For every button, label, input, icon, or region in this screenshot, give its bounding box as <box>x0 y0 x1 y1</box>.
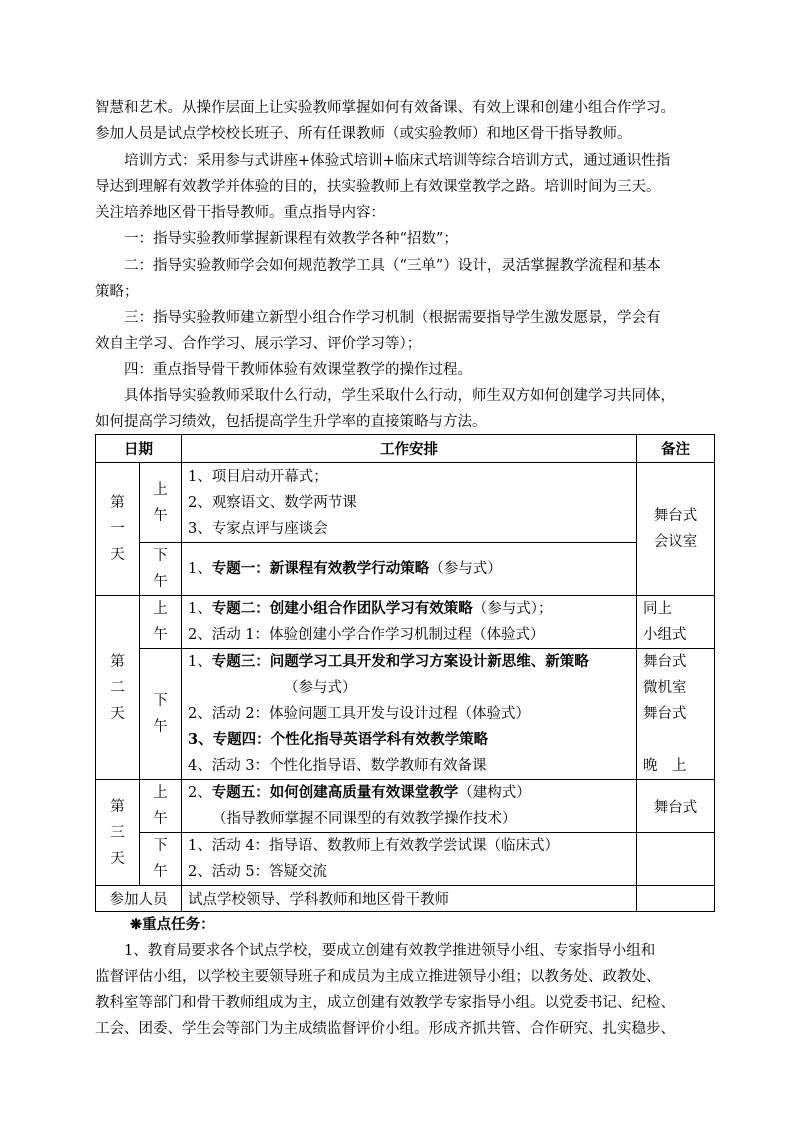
item-prefix: 3、 <box>188 731 213 748</box>
half-char: 下 <box>153 838 168 854</box>
day-char: 第 <box>110 653 125 670</box>
table-row <box>96 833 715 886</box>
half-char: 下 <box>153 693 168 709</box>
day-char: 天 <box>110 547 125 563</box>
day-char: 二 <box>110 679 125 696</box>
half-char: 下 <box>153 548 168 564</box>
topic-title: 专题三：问题学习工具开发和学习方案设计新思维、新策略 <box>211 653 589 670</box>
work-item: 2、观察语文、数学两节课 <box>188 494 357 511</box>
work-item: 2、活动 2：体验问题工具开发与设计过程（体验式） <box>188 706 531 722</box>
day1-am-cell <box>140 463 182 543</box>
item-prefix: 1、 <box>188 561 212 577</box>
day2-am-cell <box>140 596 182 649</box>
intro-line: 效自主学习、合作学习、展示学习、评价学习等）； <box>95 336 422 352</box>
day2-am-work <box>182 596 637 649</box>
day-char: 第 <box>110 798 125 815</box>
intro-line: 培训方式：采用参与式讲座+体验式培训+临床式培训等综合培训方式，通过通识性指 <box>124 153 671 169</box>
day2-pm-cell <box>140 649 182 780</box>
day2-cell <box>96 596 140 780</box>
day-char: 第 <box>110 495 125 511</box>
day-char: 天 <box>110 705 125 722</box>
day-char: 一 <box>110 521 125 537</box>
intro-line: 关注培养地区骨干指导教师。重点指导内容： <box>95 205 385 221</box>
work-item: 2、活动 1：体验创建小学合作学习机制过程（体验式） <box>188 627 545 643</box>
note-line: 小组式 <box>643 627 687 643</box>
key-tasks-line: 监督评估小组，以学校主要领导班子和成员为主成立推进领导小组；以教务处、政教处、 <box>95 969 661 985</box>
note-line: 舞台式 <box>643 654 687 670</box>
key-tasks-line: 工会、团委、学生会等部门为主成绩监督评价小组。形成齐抓共管、合作研究、扎实稳步、 <box>95 1021 675 1037</box>
half-char: 上 <box>153 785 168 801</box>
participants-note <box>637 886 715 912</box>
participants-value: 试点学校领导、学科教师和地区骨干教师 <box>182 886 637 912</box>
intro-line: 一：指导实验教师掌握新课程有效教学各种“招数”； <box>124 231 458 247</box>
note-line: 会议室 <box>653 534 698 550</box>
work-item <box>188 556 636 582</box>
half-char: 午 <box>153 574 168 590</box>
topic-title: 专题二：创建小组合作团队学习有效策略 <box>211 600 473 617</box>
day3-am-cell <box>140 780 182 833</box>
work-item <box>188 596 636 622</box>
work-item <box>188 727 636 753</box>
work-item: 1、活动 4：指导语、数教师上有效教学尝试课（临床式） <box>188 838 560 854</box>
item-prefix: 1、 <box>188 654 212 670</box>
intro-line: 三：指导实验教师建立新型小组合作学习机制（根据需要指导学生激发愿景，学会有 <box>124 310 661 326</box>
key-tasks-line: 教科室等部门和骨干教师组成为主，成立创建有效教学专家指导小组。以党委书记、纪检、 <box>95 995 675 1011</box>
day1-pm-work <box>182 543 637 596</box>
day2-pm-work <box>182 649 637 780</box>
work-item-continuation: （参与式） <box>284 680 357 696</box>
half-char: 午 <box>153 864 168 880</box>
table-row <box>96 596 715 649</box>
header-work: 工作安排 <box>182 435 637 463</box>
note-line: 晚 上 <box>643 758 687 774</box>
intro-line: 如何提高学习绩效，包括提高学生升学率的直接策略与方法。 <box>95 414 487 430</box>
half-char: 上 <box>153 481 168 498</box>
note-line: 同上 <box>643 601 672 617</box>
work-item: 2、活动 5：答疑交流 <box>188 864 328 880</box>
key-tasks-heading: ❋重点任务： <box>130 916 215 933</box>
half-char: 午 <box>153 811 168 827</box>
work-item: 1、项目启动开幕式； <box>188 468 328 485</box>
day1-note <box>637 463 715 596</box>
table-header-row <box>96 435 715 463</box>
day1-am-work <box>182 463 637 543</box>
intro-line: 导达到理解有效教学并体验的目的，扶实验教师上有效课堂教学之路。培训时间为三天。 <box>95 179 661 195</box>
half-char: 午 <box>153 627 168 643</box>
half-char: 午 <box>153 719 168 735</box>
note-line <box>637 727 714 753</box>
intro-line: 策略； <box>95 284 139 300</box>
day-char: 三 <box>110 824 125 841</box>
table-row <box>96 463 715 543</box>
day-char: 天 <box>110 850 125 867</box>
day3-am-work <box>182 780 637 833</box>
item-prefix: 1、 <box>188 601 212 617</box>
schedule-table <box>95 434 715 912</box>
half-char: 午 <box>153 507 168 524</box>
work-item <box>188 780 636 806</box>
work-item <box>188 649 636 675</box>
item-suffix: （建构式） <box>458 785 531 801</box>
day2-am-note <box>637 596 715 649</box>
table-row <box>96 780 715 833</box>
table-row <box>96 886 715 912</box>
header-note: 备注 <box>637 435 715 463</box>
item-prefix: 2、 <box>188 785 212 801</box>
topic-title: 专题一：新课程有效教学行动策略 <box>211 560 430 577</box>
table-row <box>96 649 715 780</box>
intro-line: 具体指导实验教师采取什么行动，学生采取什么行动，师生双方如何创建学习共同体， <box>124 388 675 404</box>
note-line: 微机室 <box>643 680 687 696</box>
day1-cell <box>96 463 140 596</box>
participants-label: 参加人员 <box>96 886 182 912</box>
item-suffix: （参与式） <box>429 561 502 577</box>
topic-title: 专题四：个性化指导英语学科有效教学策略 <box>212 731 489 748</box>
day2-pm-note <box>637 649 715 780</box>
header-date: 日期 <box>96 435 182 463</box>
work-item: 4、活动 3：个性化指导语、数学教师有效备课 <box>188 758 487 774</box>
note-line: 舞台式 <box>643 706 687 722</box>
key-tasks-line: 1、教育局要求各个试点学校，要成立创建有效教学推进领导小组、专家指导小组和 <box>124 943 656 959</box>
table-row <box>96 543 715 596</box>
day3-cell <box>96 780 140 886</box>
topic-title: 专题五：如何创建高质量有效课堂教学 <box>211 784 459 801</box>
intro-line: 四：重点指导骨干教师体验有效课堂教学的操作过程。 <box>124 362 472 378</box>
note-line: 舞台式 <box>653 508 698 524</box>
day3-pm-note <box>637 833 715 886</box>
intro-line: 二：指导实验教师学会如何规范教学工具（“三单”）设计，灵活掌握教学流程和基本 <box>124 258 661 274</box>
day3-am-note: 舞台式 <box>637 780 715 833</box>
item-suffix: （参与式）； <box>472 601 553 617</box>
half-char: 上 <box>153 601 168 617</box>
work-item: 3、专家点评与座谈会 <box>188 520 328 537</box>
day3-pm-work <box>182 833 637 886</box>
intro-line: 参加人员是试点学校校长班子、所有任课教师（或实验教师）和地区骨干指导教师。 <box>95 126 632 142</box>
day3-pm-cell <box>140 833 182 886</box>
intro-line: 智慧和艺术。从操作层面上让实验教师掌握如何有效备课、有效上课和创建小组合作学习。 <box>95 100 675 116</box>
day1-pm-cell <box>140 543 182 596</box>
work-item-continuation: （指导教师掌握不同课型的有效教学操作技术） <box>212 811 517 827</box>
